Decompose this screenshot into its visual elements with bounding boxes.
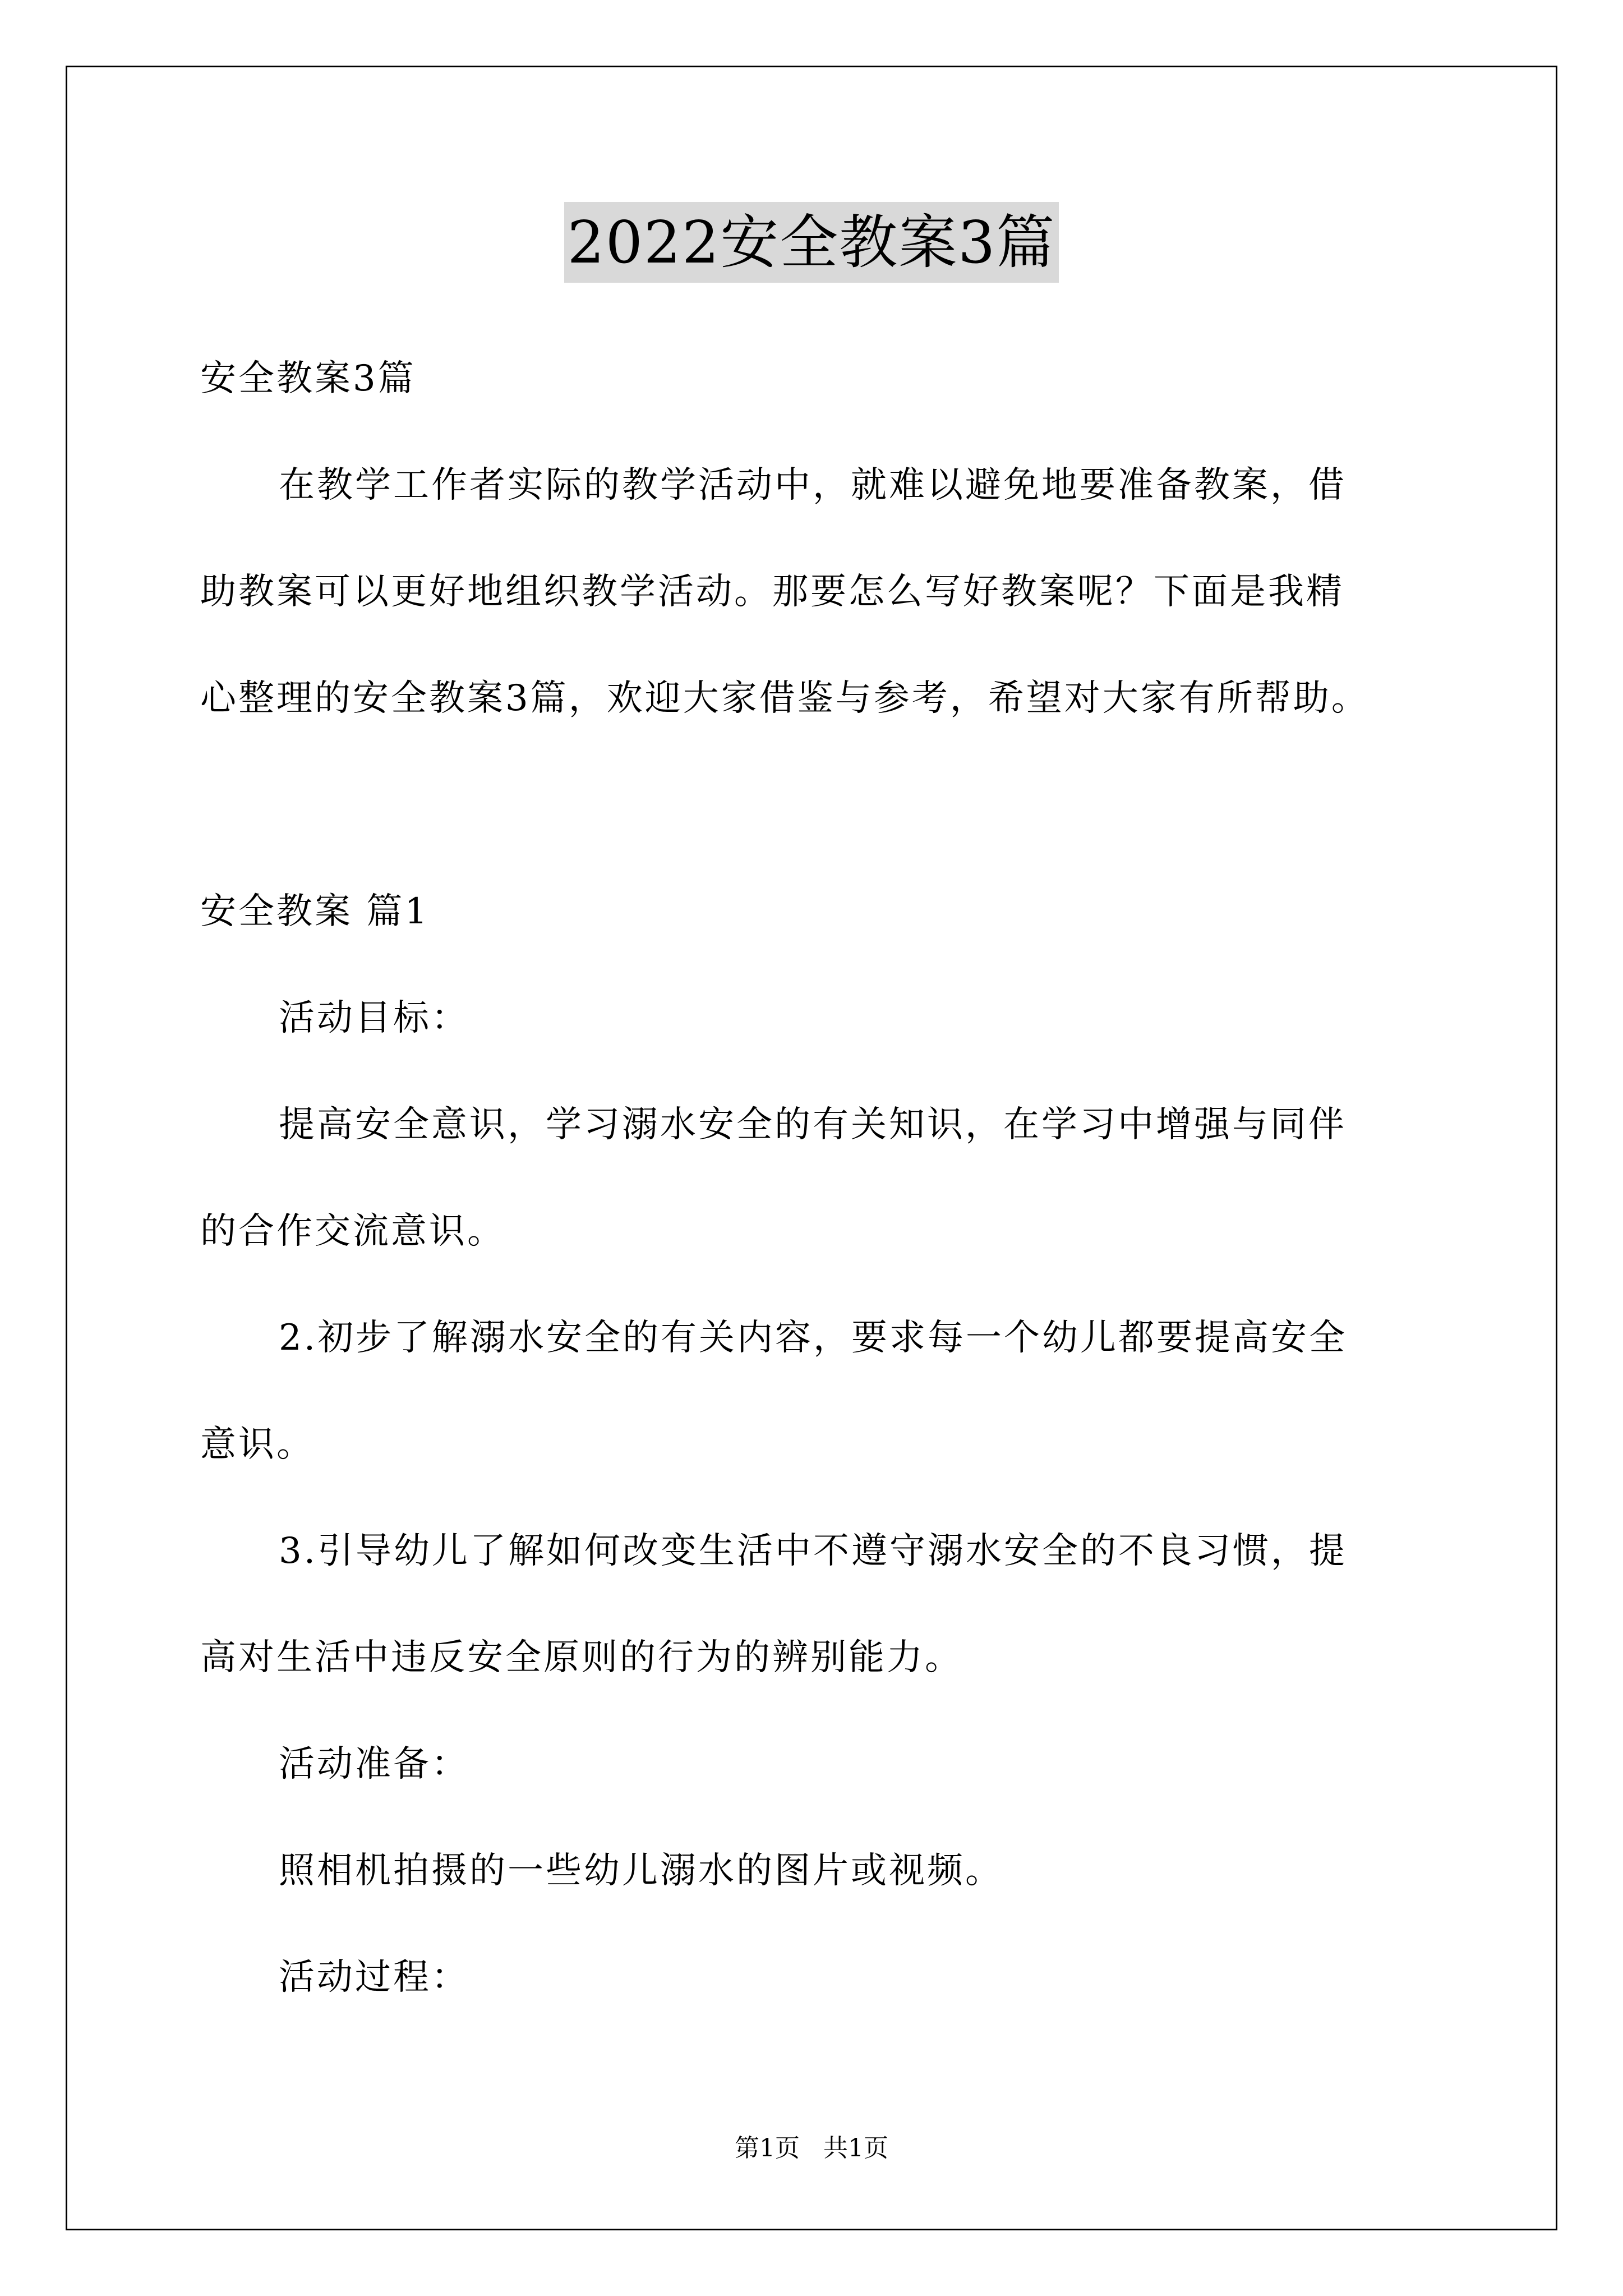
goal-2-line-1: 2.初步了解溺水安全的有关内容，要求每一个幼儿都要提高安全 xyxy=(279,1317,1348,1359)
prep-label: 活动准备： xyxy=(279,1743,469,1785)
title-container xyxy=(0,202,1623,283)
page-footer: 第1页 共1页 xyxy=(735,2134,888,2162)
intro-line-3: 心整理的安全教案3篇，欢迎大家借鉴与参考，希望对大家有所帮助。 xyxy=(200,678,1370,719)
goal-3-line-2: 高对生活中违反安全原则的行为的辨别能力。 xyxy=(200,1637,963,1678)
document-title: 2022安全教案3篇 xyxy=(564,202,1059,283)
goal-1-line-2: 的合作交流意识。 xyxy=(200,1211,505,1252)
goal-1-line-1: 提高安全意识，学习溺水安全的有关知识，在学习中增强与同伴 xyxy=(279,1104,1347,1145)
goal-2-line-2: 意识。 xyxy=(200,1424,315,1465)
prep-text: 照相机拍摄的一些幼儿溺水的图片或视频。 xyxy=(279,1850,1003,1892)
document-subtitle: 安全教案3篇 xyxy=(200,358,416,399)
process-label: 活动过程： xyxy=(279,1957,469,1998)
intro-line-2: 助教案可以更好地组织教学活动。那要怎么写好教案呢？下面是我精 xyxy=(200,571,1344,613)
intro-line-1: 在教学工作者实际的教学活动中，就难以避免地要准备教案，借 xyxy=(279,464,1347,506)
goal-3-line-1: 3.引导幼儿了解如何改变生活中不遵守溺水安全的不良习惯，提 xyxy=(279,1530,1348,1572)
section-heading: 安全教案 篇1 xyxy=(200,891,430,932)
goals-label: 活动目标： xyxy=(279,997,469,1039)
